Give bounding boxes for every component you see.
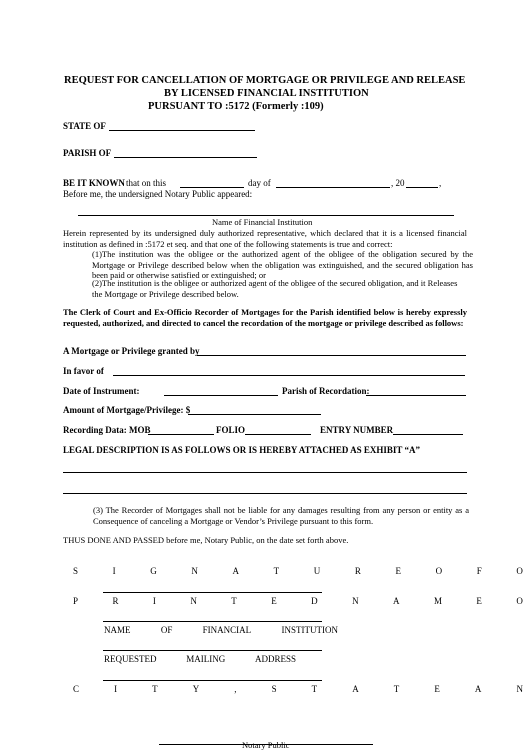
- signature-letter: R: [354, 566, 361, 576]
- entry-number-label: ENTRY NUMBER: [320, 425, 394, 435]
- known-text-d: ,: [439, 178, 442, 188]
- known-text-b: day of: [248, 178, 271, 188]
- address-word: MAILING: [186, 654, 226, 664]
- parish-recordation-field[interactable]: [366, 395, 466, 396]
- printed-letter: A: [393, 596, 400, 606]
- mailing-address-line[interactable]: [103, 680, 322, 681]
- signature-letter: F: [476, 566, 482, 576]
- recording-mob-label: Recording Data: MOB: [63, 425, 151, 435]
- statement-3: (3) The Recorder of Mortgages shall not be liable for any damages resulting from any person or entity as a Consequence of canceling a Mortgage or Vendor’s Privilege pursuant to this form.: [93, 505, 469, 526]
- name-word: OF: [160, 625, 173, 635]
- parish-label: PARISH OF: [63, 148, 112, 158]
- name-word: NAME: [104, 625, 131, 635]
- mob-field[interactable]: [148, 434, 214, 435]
- in-favor-field[interactable]: [113, 375, 465, 376]
- amount-label: Amount of Mortgage/Privilege: $: [63, 405, 191, 415]
- signature-letter: E: [395, 566, 402, 576]
- parish-recordation-label: Parish of Recordation:: [282, 386, 370, 396]
- signature-line[interactable]: [103, 592, 322, 593]
- printed-letter: T: [231, 596, 237, 606]
- statement-2: (2)The institution is the obligee or authorized agent of the obligee of the secured obligation, and it Releases the Mortgage or Privilege described below.: [92, 278, 458, 299]
- legal-description-heading: LEGAL DESCRIPTION IS AS FOLLOWS OR IS HEREBY ATTACHED AS EXHIBIT “A”: [63, 445, 421, 455]
- city-letter: ,: [234, 684, 237, 694]
- printed-letter: M: [433, 596, 442, 606]
- notary-public-label: Notary Public: [242, 740, 290, 750]
- address-word: ADDRESS: [254, 654, 296, 664]
- granted-by-field[interactable]: [197, 355, 466, 356]
- in-favor-label: In favor of: [63, 366, 104, 376]
- known-text-a: that on this: [126, 178, 166, 188]
- city-letter: T: [311, 684, 318, 694]
- parish-field[interactable]: [114, 157, 257, 158]
- signature-of-label: [73, 566, 523, 577]
- folio-label: FOLIO: [216, 425, 246, 435]
- city-letter: A: [352, 684, 359, 694]
- granted-by-label: A Mortgage or Privilege granted by: [63, 346, 200, 356]
- city-letter: Y: [192, 684, 200, 694]
- thus-done-text: THUS DONE AND PASSED before me, Notary Public, on the date set forth above.: [63, 535, 349, 545]
- printed-letter: N: [352, 596, 359, 606]
- city-letter: N: [516, 684, 523, 694]
- appeared-text: Before me, the undersigned Notary Public appeared:: [63, 189, 253, 199]
- address-word: REQUESTED: [104, 654, 157, 664]
- signature-letter: I: [112, 566, 116, 576]
- state-field[interactable]: [109, 130, 255, 131]
- amount-field[interactable]: [188, 414, 321, 415]
- name-word: FINANCIAL: [202, 625, 252, 635]
- signature-letter: A: [232, 566, 240, 576]
- institution-name-field[interactable]: [78, 215, 454, 216]
- title-line-1: REQUEST FOR CANCELLATION OF MORTGAGE OR PRIVILEGE AND RELEASE: [64, 75, 466, 86]
- known-text-c: , 20: [391, 178, 405, 188]
- printed-letter: E: [476, 596, 482, 606]
- signature-letter: N: [191, 566, 198, 576]
- clerk-paragraph: The Clerk of Court and Ex-Officio Recorder of Mortgages for the Parish identified below is hereby expressly requested, authorized, and directed to cancel the recordation of the mortgage or privilege described as follows:: [63, 307, 467, 328]
- be-it-known-label: BE IT KNOWN: [63, 178, 125, 188]
- city-letter: S: [271, 684, 277, 694]
- printed-letter: E: [271, 596, 277, 606]
- city-letter: I: [114, 684, 118, 694]
- title-line-3: PURSUANT TO :5172 (Formerly :109): [148, 101, 324, 112]
- printed-letter: I: [152, 596, 156, 606]
- institution-name-line[interactable]: [103, 650, 322, 651]
- city-letter: A: [474, 684, 482, 694]
- signature-letter: O: [435, 566, 443, 576]
- date-instrument-label: Date of Instrument:: [63, 386, 140, 396]
- city-letter: C: [73, 684, 80, 694]
- printed-letter: O: [516, 596, 523, 606]
- printed-letter: D: [311, 596, 318, 606]
- name-word: INSTITUTION: [281, 625, 338, 635]
- signature-letter: T: [273, 566, 280, 576]
- institution-caption: Name of Financial Institution: [212, 217, 313, 227]
- institution-name-label: [104, 625, 338, 636]
- printed-letter: R: [112, 596, 119, 606]
- printed-name-of-label: [73, 596, 523, 607]
- signature-letter: G: [150, 566, 157, 576]
- legal-description-line-2[interactable]: [63, 493, 467, 494]
- year-field[interactable]: [406, 187, 438, 188]
- printed-letter: P: [73, 596, 79, 606]
- state-label: STATE OF: [63, 121, 106, 131]
- statement-1: (1)The institution was the obligee or the authorized agent of the obligee of the obligation secured by the Mortgage or Privilege described below when the obligation was extinguished, and the secured obligation has been paid or otherwise satisfied or extinguished; or: [92, 249, 473, 280]
- day-number-field[interactable]: [180, 187, 244, 188]
- entry-number-field[interactable]: [393, 434, 463, 435]
- printed-name-line[interactable]: [103, 621, 322, 622]
- signature-letter: U: [313, 566, 321, 576]
- intro-paragraph: Herein represented by its undersigned duly authorized representative, which declared that it is a licensed financial institution as defined in :5172 et seq. and that one of the following statements is true and correct:: [63, 228, 467, 249]
- city-state-label: [73, 684, 523, 695]
- title-line-2: BY LICENSED FINANCIAL INSTITUTION: [164, 88, 369, 99]
- legal-description-line-1[interactable]: [63, 472, 467, 473]
- printed-letter: N: [190, 596, 197, 606]
- mailing-address-label: [104, 654, 296, 665]
- month-field[interactable]: [276, 187, 390, 188]
- date-instrument-field[interactable]: [164, 395, 278, 396]
- signature-letter: O: [516, 566, 523, 576]
- city-letter: E: [434, 684, 440, 694]
- city-letter: T: [393, 684, 400, 694]
- folio-field[interactable]: [245, 434, 311, 435]
- signature-letter: S: [73, 566, 79, 576]
- city-letter: T: [152, 684, 158, 694]
